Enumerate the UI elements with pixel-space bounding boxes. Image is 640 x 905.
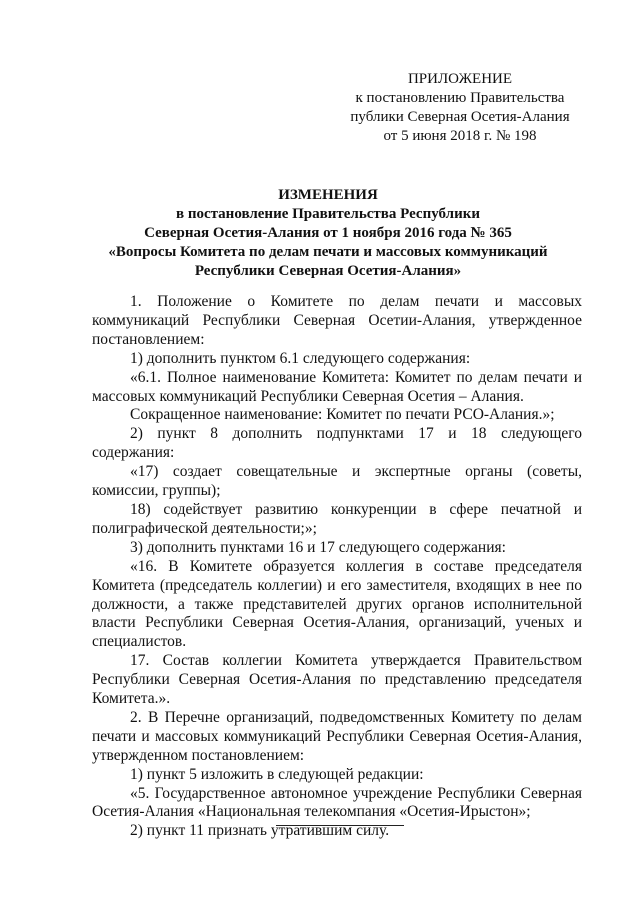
appendix-label: ПРИЛОЖЕНИЕ [407, 71, 513, 87]
paragraph: 3) дополнить пунктами 16 и 17 следующего содержания: [130, 538, 506, 556]
paragraph: 1) пункт 5 изложить в следующей редакции: [130, 765, 424, 783]
title-heading: ИЗМЕНЕНИЯ [278, 187, 378, 203]
document-body [92, 293, 582, 841]
paragraph: 18) содействует развитию конкуренции в сфере печатной и полиграфической деятельности;»; [92, 500, 582, 537]
paragraph: 1) дополнить пунктом 6.1 следующего содержания: [130, 349, 471, 367]
paragraph: 2) пункт 11 признать утратившим силу. [130, 822, 390, 840]
title-line: «Вопросы Комитета по делам печати и массовых коммуникаций [108, 244, 548, 260]
paragraph: Сокращенное наименование: Комитет по печати РСО-Алания.»; [130, 406, 555, 424]
paragraph: «5. Государственное автономное учреждение Республики Северная Осетия-Алания «Национальная телекомпания «Осетия-Ирыстон»; [92, 784, 582, 821]
document-title [108, 186, 548, 281]
paragraph: 17. Состав коллегии Комитета утверждается Правительством Республики Северная Осетия-Алания по представлению председателя Комитета.». [92, 652, 582, 708]
title-line: в постановление Правительства Республики [175, 206, 481, 222]
paragraph: «17) создает совещательные и экспертные органы (советы, комиссии, группы); [92, 463, 582, 500]
appendix-header [330, 70, 590, 146]
title-line: Республики Северная Осетия-Алания» [194, 263, 462, 279]
paragraph: «6.1. Полное наименование Комитета: Комитет по делам печати и массовых коммуникаций Республики Северная Осетия – Алания. [92, 368, 582, 405]
paragraph: 2. В Перечне организаций, подведомственных Комитету по делам печати и массовых коммуникаций Республики Северная Осетия-Алания, утвержденном постановлением: [92, 708, 582, 764]
paragraph: 1. Положение о Комитете по делам печати и массовых коммуникаций Республики Северная Осетии-Алания, утвержденное постановлением: [92, 293, 582, 348]
appendix-reference-cont: публики Северная Осетия-Алания [350, 109, 570, 125]
end-divider [276, 825, 404, 826]
appendix-reference: к постановлению Правительства [355, 90, 565, 106]
appendix-date-number: от 5 июня 2018 г. № 198 [383, 128, 537, 144]
title-line: Северная Осетия-Алания от 1 ноября 2016 года № 365 [144, 225, 512, 241]
paragraph: «16. В Комитете образуется коллегия в составе председателя Комитета (председатель коллегии) и его заместителя, входящих в нее по должности, а также представителей других органов исполнительной власти Республики Северная Осетия-Алания, организаций, ученых и специалистов. [92, 557, 582, 651]
paragraph: 2) пункт 8 дополнить подпунктами 17 и 18 следующего содержания: [92, 425, 582, 462]
